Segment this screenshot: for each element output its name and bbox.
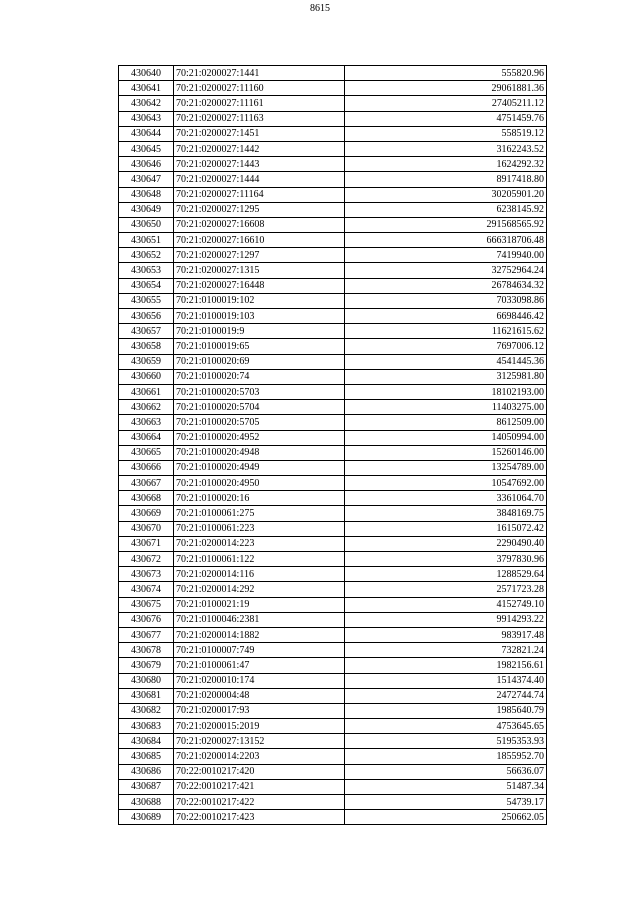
cadastral-number-cell: 70:21:0100020:4952 [174, 430, 345, 445]
row-id-cell: 430657 [119, 324, 174, 339]
table-row [119, 66, 547, 81]
table-row [119, 795, 547, 810]
row-id-cell: 430653 [119, 263, 174, 278]
table-row [119, 217, 547, 232]
table-row [119, 460, 547, 475]
cadastral-number-cell: 70:21:0100020:5704 [174, 400, 345, 415]
table-row [119, 764, 547, 779]
row-id-cell: 430671 [119, 536, 174, 551]
row-id-cell: 430678 [119, 643, 174, 658]
table-row [119, 703, 547, 718]
value-cell: 8917418.80 [345, 172, 547, 187]
table-row [119, 749, 547, 764]
row-id-cell: 430650 [119, 217, 174, 232]
value-cell: 54739.17 [345, 795, 547, 810]
value-cell: 6698446.42 [345, 309, 547, 324]
cadastral-number-cell: 70:22:0010217:423 [174, 810, 345, 825]
row-id-cell: 430688 [119, 795, 174, 810]
table-row [119, 400, 547, 415]
value-cell: 11621615.62 [345, 324, 547, 339]
table-row [119, 719, 547, 734]
cadastral-number-cell: 70:21:0200014:116 [174, 567, 345, 582]
value-cell: 666318706.48 [345, 233, 547, 248]
row-id-cell: 430642 [119, 96, 174, 111]
value-cell: 250662.05 [345, 810, 547, 825]
cadastral-number-cell: 70:21:0100007:749 [174, 643, 345, 658]
row-id-cell: 430669 [119, 506, 174, 521]
value-cell: 732821.24 [345, 643, 547, 658]
cadastral-number-cell: 70:21:0200010:174 [174, 673, 345, 688]
value-cell: 1615072.42 [345, 521, 547, 536]
row-id-cell: 430644 [119, 126, 174, 141]
row-id-cell: 430675 [119, 597, 174, 612]
cadastral-number-cell: 70:21:0200014:2203 [174, 749, 345, 764]
cadastral-number-cell: 70:21:0200027:16448 [174, 278, 345, 293]
value-cell: 2290490.40 [345, 536, 547, 551]
table-row [119, 521, 547, 536]
row-id-cell: 430655 [119, 293, 174, 308]
row-id-cell: 430667 [119, 476, 174, 491]
table-row [119, 293, 547, 308]
value-cell: 51487.34 [345, 779, 547, 794]
table-row [119, 779, 547, 794]
table-row [119, 536, 547, 551]
cadastral-number-cell: 70:21:0200027:1451 [174, 126, 345, 141]
cadastral-number-cell: 70:21:0200027:13152 [174, 734, 345, 749]
table-row [119, 658, 547, 673]
cadastral-number-cell: 70:21:0100061:47 [174, 658, 345, 673]
cadastral-number-cell: 70:21:0100020:4950 [174, 476, 345, 491]
value-cell: 3797830.96 [345, 552, 547, 567]
row-id-cell: 430683 [119, 719, 174, 734]
value-cell: 11403275.00 [345, 400, 547, 415]
row-id-cell: 430668 [119, 491, 174, 506]
cadastral-number-cell: 70:21:0200015:2019 [174, 719, 345, 734]
cadastral-number-cell: 70:22:0010217:420 [174, 764, 345, 779]
value-cell: 3162243.52 [345, 141, 547, 156]
table-row [119, 506, 547, 521]
value-cell: 32752964.24 [345, 263, 547, 278]
row-id-cell: 430670 [119, 521, 174, 536]
row-id-cell: 430651 [119, 233, 174, 248]
table-row [119, 126, 547, 141]
row-id-cell: 430647 [119, 172, 174, 187]
value-cell: 558519.12 [345, 126, 547, 141]
registry-table [118, 65, 547, 825]
cadastral-number-cell: 70:21:0100020:4948 [174, 445, 345, 460]
row-id-cell: 430680 [119, 673, 174, 688]
table-row [119, 369, 547, 384]
value-cell: 15260146.00 [345, 445, 547, 460]
cadastral-number-cell: 70:21:0200014:223 [174, 536, 345, 551]
cadastral-number-cell: 70:21:0100020:74 [174, 369, 345, 384]
cadastral-number-cell: 70:21:0200017:93 [174, 703, 345, 718]
cadastral-number-cell: 70:21:0200014:292 [174, 582, 345, 597]
row-id-cell: 430685 [119, 749, 174, 764]
row-id-cell: 430643 [119, 111, 174, 126]
cadastral-number-cell: 70:21:0200027:11160 [174, 81, 345, 96]
table-row [119, 567, 547, 582]
page-number: 8615 [310, 3, 330, 14]
cadastral-number-cell: 70:21:0200027:11161 [174, 96, 345, 111]
value-cell: 4753645.65 [345, 719, 547, 734]
table-row [119, 476, 547, 491]
cadastral-number-cell: 70:21:0100020:69 [174, 354, 345, 369]
value-cell: 3848169.75 [345, 506, 547, 521]
table-row [119, 324, 547, 339]
value-cell: 983917.48 [345, 627, 547, 642]
cadastral-number-cell: 70:21:0200027:11163 [174, 111, 345, 126]
table-row [119, 278, 547, 293]
row-id-cell: 430676 [119, 612, 174, 627]
row-id-cell: 430659 [119, 354, 174, 369]
row-id-cell: 430664 [119, 430, 174, 445]
cadastral-number-cell: 70:21:0100020:5703 [174, 384, 345, 399]
cadastral-number-cell: 70:21:0200027:1442 [174, 141, 345, 156]
row-id-cell: 430663 [119, 415, 174, 430]
value-cell: 5195353.93 [345, 734, 547, 749]
value-cell: 4541445.36 [345, 354, 547, 369]
value-cell: 26784634.32 [345, 278, 547, 293]
table-row [119, 445, 547, 460]
row-id-cell: 430660 [119, 369, 174, 384]
value-cell: 7033098.86 [345, 293, 547, 308]
row-id-cell: 430640 [119, 66, 174, 81]
table-row [119, 612, 547, 627]
value-cell: 6238145.92 [345, 202, 547, 217]
table-row [119, 248, 547, 263]
table-row [119, 202, 547, 217]
row-id-cell: 430645 [119, 141, 174, 156]
cadastral-number-cell: 70:21:0200014:1882 [174, 627, 345, 642]
value-cell: 14050994.00 [345, 430, 547, 445]
value-cell: 18102193.00 [345, 384, 547, 399]
cadastral-number-cell: 70:21:0200027:1441 [174, 66, 345, 81]
row-id-cell: 430661 [119, 384, 174, 399]
row-id-cell: 430674 [119, 582, 174, 597]
row-id-cell: 430665 [119, 445, 174, 460]
value-cell: 3361064.70 [345, 491, 547, 506]
cadastral-number-cell: 70:21:0100019:9 [174, 324, 345, 339]
cadastral-number-cell: 70:21:0200027:16608 [174, 217, 345, 232]
cadastral-number-cell: 70:21:0200027:1297 [174, 248, 345, 263]
table-row [119, 172, 547, 187]
cadastral-number-cell: 70:21:0200027:1315 [174, 263, 345, 278]
table-row [119, 384, 547, 399]
registry-table-body [119, 66, 547, 825]
value-cell: 2571723.28 [345, 582, 547, 597]
table-row [119, 339, 547, 354]
value-cell: 7419940.00 [345, 248, 547, 263]
cadastral-number-cell: 70:21:0200027:16610 [174, 233, 345, 248]
table-row [119, 643, 547, 658]
row-id-cell: 430679 [119, 658, 174, 673]
cadastral-number-cell: 70:21:0200027:11164 [174, 187, 345, 202]
value-cell: 3125981.80 [345, 369, 547, 384]
row-id-cell: 430652 [119, 248, 174, 263]
row-id-cell: 430689 [119, 810, 174, 825]
value-cell: 1624292.32 [345, 157, 547, 172]
table-row [119, 354, 547, 369]
table-row [119, 141, 547, 156]
row-id-cell: 430682 [119, 703, 174, 718]
table-row [119, 734, 547, 749]
cadastral-number-cell: 70:22:0010217:422 [174, 795, 345, 810]
row-id-cell: 430681 [119, 688, 174, 703]
row-id-cell: 430673 [119, 567, 174, 582]
value-cell: 13254789.00 [345, 460, 547, 475]
cadastral-number-cell: 70:21:0100061:223 [174, 521, 345, 536]
cadastral-number-cell: 70:21:0100020:5705 [174, 415, 345, 430]
row-id-cell: 430641 [119, 81, 174, 96]
table-row [119, 552, 547, 567]
value-cell: 555820.96 [345, 66, 547, 81]
value-cell: 29061881.36 [345, 81, 547, 96]
cadastral-number-cell: 70:21:0100019:102 [174, 293, 345, 308]
cadastral-number-cell: 70:21:0100046:2381 [174, 612, 345, 627]
table-row [119, 157, 547, 172]
cadastral-number-cell: 70:21:0100061:275 [174, 506, 345, 521]
table-row [119, 187, 547, 202]
row-id-cell: 430687 [119, 779, 174, 794]
row-id-cell: 430656 [119, 309, 174, 324]
row-id-cell: 430648 [119, 187, 174, 202]
row-id-cell: 430684 [119, 734, 174, 749]
value-cell: 10547692.00 [345, 476, 547, 491]
row-id-cell: 430649 [119, 202, 174, 217]
cadastral-number-cell: 70:21:0100020:4949 [174, 460, 345, 475]
cadastral-number-cell: 70:21:0100021:19 [174, 597, 345, 612]
table-row [119, 263, 547, 278]
cadastral-number-cell: 70:21:0200004:48 [174, 688, 345, 703]
value-cell: 1982156.61 [345, 658, 547, 673]
value-cell: 9914293.22 [345, 612, 547, 627]
table-row [119, 627, 547, 642]
value-cell: 1514374.40 [345, 673, 547, 688]
row-id-cell: 430686 [119, 764, 174, 779]
value-cell: 1855952.70 [345, 749, 547, 764]
cadastral-number-cell: 70:21:0100020:16 [174, 491, 345, 506]
value-cell: 27405211.12 [345, 96, 547, 111]
table-row [119, 111, 547, 126]
value-cell: 291568565.92 [345, 217, 547, 232]
table-row [119, 309, 547, 324]
table-row [119, 81, 547, 96]
cadastral-number-cell: 70:21:0200027:1443 [174, 157, 345, 172]
row-id-cell: 430658 [119, 339, 174, 354]
table-row [119, 491, 547, 506]
cadastral-number-cell: 70:21:0200027:1295 [174, 202, 345, 217]
value-cell: 30205901.20 [345, 187, 547, 202]
value-cell: 56636.07 [345, 764, 547, 779]
cadastral-number-cell: 70:21:0100019:65 [174, 339, 345, 354]
row-id-cell: 430672 [119, 552, 174, 567]
table-row [119, 430, 547, 445]
value-cell: 7697006.12 [345, 339, 547, 354]
table-row [119, 415, 547, 430]
value-cell: 8612509.00 [345, 415, 547, 430]
row-id-cell: 430654 [119, 278, 174, 293]
table-row [119, 688, 547, 703]
value-cell: 4751459.76 [345, 111, 547, 126]
cadastral-number-cell: 70:21:0100019:103 [174, 309, 345, 324]
table-row [119, 597, 547, 612]
value-cell: 1288529.64 [345, 567, 547, 582]
row-id-cell: 430666 [119, 460, 174, 475]
cadastral-number-cell: 70:22:0010217:421 [174, 779, 345, 794]
value-cell: 4152749.10 [345, 597, 547, 612]
cadastral-number-cell: 70:21:0100061:122 [174, 552, 345, 567]
table-row [119, 810, 547, 825]
value-cell: 1985640.79 [345, 703, 547, 718]
row-id-cell: 430662 [119, 400, 174, 415]
table-row [119, 233, 547, 248]
table-row [119, 96, 547, 111]
value-cell: 2472744.74 [345, 688, 547, 703]
cadastral-number-cell: 70:21:0200027:1444 [174, 172, 345, 187]
row-id-cell: 430646 [119, 157, 174, 172]
table-row [119, 673, 547, 688]
row-id-cell: 430677 [119, 627, 174, 642]
table-row [119, 582, 547, 597]
